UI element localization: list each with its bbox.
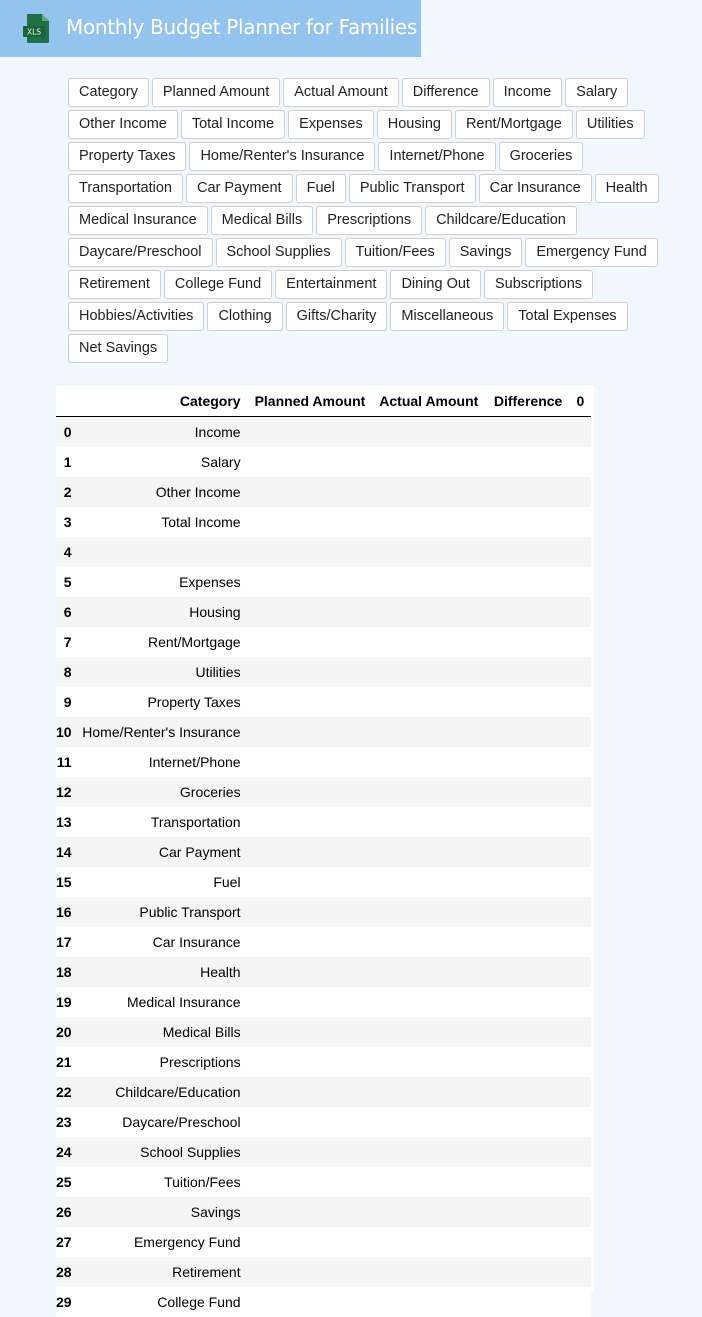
empty-cell [372, 687, 485, 717]
category-cell: Tuition/Fees [74, 1167, 248, 1197]
row-index: 14 [56, 837, 74, 867]
empty-cell [372, 417, 485, 448]
category-cell: Rent/Mortgage [74, 627, 248, 657]
category-cell: Prescriptions [74, 1047, 248, 1077]
empty-cell [485, 687, 569, 717]
empty-cell [485, 717, 569, 747]
category-cell: Internet/Phone [74, 747, 248, 777]
column-chip[interactable]: Housing [377, 110, 452, 139]
column-header: Planned Amount [248, 386, 373, 417]
empty-cell [372, 1257, 485, 1287]
empty-cell [248, 657, 373, 687]
column-chip[interactable]: Car Insurance [479, 174, 592, 203]
empty-cell [569, 477, 591, 507]
empty-cell [569, 687, 591, 717]
table-header-row [56, 386, 591, 417]
column-chip[interactable]: Dining Out [390, 270, 481, 299]
data-table [56, 386, 591, 1317]
column-chip[interactable]: Clothing [207, 302, 282, 331]
row-index: 7 [56, 627, 74, 657]
empty-cell [372, 807, 485, 837]
column-chip[interactable]: Other Income [68, 110, 178, 139]
empty-cell [372, 1287, 485, 1317]
empty-cell [372, 927, 485, 957]
column-chip[interactable]: Utilities [576, 110, 645, 139]
column-chip[interactable]: Expenses [288, 110, 374, 139]
table-row [56, 417, 591, 448]
empty-cell [485, 837, 569, 867]
empty-cell [485, 867, 569, 897]
row-index: 17 [56, 927, 74, 957]
empty-cell [485, 777, 569, 807]
column-chip[interactable]: Rent/Mortgage [455, 110, 573, 139]
empty-cell [248, 807, 373, 837]
category-cell [74, 537, 248, 567]
empty-cell [485, 657, 569, 687]
category-cell: Public Transport [74, 897, 248, 927]
column-chip[interactable]: Emergency Fund [525, 238, 657, 267]
empty-cell [372, 837, 485, 867]
row-index: 16 [56, 897, 74, 927]
empty-cell [485, 927, 569, 957]
empty-cell [569, 1017, 591, 1047]
empty-cell [248, 1197, 373, 1227]
category-cell: School Supplies [74, 1137, 248, 1167]
column-chip[interactable]: Entertainment [275, 270, 387, 299]
empty-cell [372, 1227, 485, 1257]
table-row [56, 1077, 591, 1107]
empty-cell [372, 1077, 485, 1107]
row-index: 6 [56, 597, 74, 627]
column-chip[interactable]: Planned Amount [152, 78, 280, 107]
empty-cell [248, 627, 373, 657]
column-chip[interactable]: Hobbies/Activities [68, 302, 204, 331]
table-row [56, 777, 591, 807]
row-index: 29 [56, 1287, 74, 1317]
empty-cell [569, 837, 591, 867]
empty-cell [569, 747, 591, 777]
table-row [56, 1107, 591, 1137]
empty-cell [372, 627, 485, 657]
category-cell: Transportation [74, 807, 248, 837]
column-chip[interactable]: Fuel [296, 174, 346, 203]
xls-file-icon [22, 13, 50, 44]
category-cell: Total Income [74, 507, 248, 537]
empty-cell [372, 477, 485, 507]
column-chip-list [68, 78, 678, 363]
empty-cell [485, 1047, 569, 1077]
xls-icon-label: XLS [27, 28, 41, 37]
empty-cell [485, 1167, 569, 1197]
empty-cell [569, 657, 591, 687]
empty-cell [248, 1047, 373, 1077]
column-chip[interactable]: Medical Bills [211, 206, 314, 235]
table-row [56, 597, 591, 627]
row-index: 26 [56, 1197, 74, 1227]
column-chip[interactable]: Home/Renter's Insurance [189, 142, 375, 171]
empty-cell [485, 627, 569, 657]
table-row [56, 1257, 591, 1287]
empty-cell [569, 597, 591, 627]
empty-cell [569, 627, 591, 657]
empty-cell [372, 1197, 485, 1227]
empty-cell [248, 567, 373, 597]
row-index: 11 [56, 747, 74, 777]
empty-cell [372, 597, 485, 627]
row-index: 13 [56, 807, 74, 837]
table-row [56, 1017, 591, 1047]
empty-cell [248, 717, 373, 747]
empty-cell [485, 1257, 569, 1287]
table-row [56, 837, 591, 867]
column-header [56, 386, 74, 417]
empty-cell [485, 537, 569, 567]
table-row [56, 747, 591, 777]
empty-cell [485, 1017, 569, 1047]
row-index: 3 [56, 507, 74, 537]
table-row [56, 717, 591, 747]
empty-cell [569, 1197, 591, 1227]
row-index: 15 [56, 867, 74, 897]
column-header: Difference [485, 386, 569, 417]
column-chip[interactable]: Daycare/Preschool [68, 238, 213, 267]
empty-cell [569, 927, 591, 957]
empty-cell [248, 1167, 373, 1197]
category-cell: Other Income [74, 477, 248, 507]
table-body [56, 417, 591, 1317]
empty-cell [248, 867, 373, 897]
table-row [56, 627, 591, 657]
row-index: 5 [56, 567, 74, 597]
empty-cell [248, 417, 373, 448]
empty-cell [485, 477, 569, 507]
table-row [56, 897, 591, 927]
row-index: 27 [56, 1227, 74, 1257]
empty-cell [248, 1017, 373, 1047]
empty-cell [485, 1107, 569, 1137]
empty-cell [372, 447, 485, 477]
column-chip[interactable]: Total Expenses [507, 302, 627, 331]
table-row [56, 447, 591, 477]
table-row [56, 927, 591, 957]
column-chip[interactable]: Gifts/Charity [286, 302, 388, 331]
empty-cell [569, 987, 591, 1017]
category-cell: Fuel [74, 867, 248, 897]
empty-cell [248, 1077, 373, 1107]
row-index: 19 [56, 987, 74, 1017]
empty-cell [485, 1137, 569, 1167]
row-index: 0 [56, 417, 74, 448]
app-header [0, 0, 421, 57]
table-row [56, 957, 591, 987]
empty-cell [372, 957, 485, 987]
empty-cell [248, 1227, 373, 1257]
row-index: 1 [56, 447, 74, 477]
category-cell: Car Payment [74, 837, 248, 867]
table-row [56, 867, 591, 897]
empty-cell [569, 1257, 591, 1287]
row-index: 10 [56, 717, 74, 747]
category-cell: Housing [74, 597, 248, 627]
table-row [56, 1137, 591, 1167]
empty-cell [372, 1107, 485, 1137]
empty-cell [248, 507, 373, 537]
empty-cell [569, 537, 591, 567]
empty-cell [485, 567, 569, 597]
category-cell: Savings [74, 1197, 248, 1227]
empty-cell [485, 447, 569, 477]
category-cell: Health [74, 957, 248, 987]
category-cell: College Fund [74, 1287, 248, 1317]
category-cell: Expenses [74, 567, 248, 597]
empty-cell [569, 897, 591, 927]
column-chip[interactable]: Salary [565, 78, 628, 107]
category-cell: Daycare/Preschool [74, 1107, 248, 1137]
column-chip[interactable]: Car Payment [186, 174, 293, 203]
table-row [56, 1047, 591, 1077]
empty-cell [485, 987, 569, 1017]
table-row [56, 537, 591, 567]
table-row [56, 1167, 591, 1197]
table-row [56, 507, 591, 537]
empty-cell [569, 1077, 591, 1107]
empty-cell [569, 417, 591, 448]
empty-cell [485, 1077, 569, 1107]
row-index: 20 [56, 1017, 74, 1047]
empty-cell [248, 957, 373, 987]
empty-cell [372, 1167, 485, 1197]
category-cell: Emergency Fund [74, 1227, 248, 1257]
column-chip[interactable]: Total Income [181, 110, 285, 139]
empty-cell [569, 507, 591, 537]
column-chip[interactable]: Miscellaneous [390, 302, 504, 331]
empty-cell [485, 1287, 569, 1317]
empty-cell [372, 867, 485, 897]
empty-cell [248, 777, 373, 807]
row-index: 25 [56, 1167, 74, 1197]
table-row [56, 807, 591, 837]
column-chip[interactable]: Property Taxes [68, 142, 186, 171]
empty-cell [372, 747, 485, 777]
category-cell: Utilities [74, 657, 248, 687]
column-header: Actual Amount [372, 386, 485, 417]
empty-cell [248, 597, 373, 627]
empty-cell [248, 687, 373, 717]
column-chip[interactable]: Public Transport [349, 174, 476, 203]
empty-cell [569, 567, 591, 597]
category-cell: Property Taxes [74, 687, 248, 717]
empty-cell [248, 1137, 373, 1167]
column-chip[interactable]: Actual Amount [283, 78, 399, 107]
table-row [56, 477, 591, 507]
table-row [56, 1227, 591, 1257]
empty-cell [569, 957, 591, 987]
column-chip[interactable]: Category [68, 78, 149, 107]
row-index: 9 [56, 687, 74, 717]
empty-cell [569, 1287, 591, 1317]
empty-cell [248, 987, 373, 1017]
empty-cell [372, 1047, 485, 1077]
column-chip[interactable]: Internet/Phone [378, 142, 495, 171]
category-cell: Car Insurance [74, 927, 248, 957]
table-row [56, 1197, 591, 1227]
empty-cell [372, 1017, 485, 1047]
empty-cell [569, 1137, 591, 1167]
empty-cell [569, 867, 591, 897]
empty-cell [569, 447, 591, 477]
empty-cell [248, 477, 373, 507]
column-header: Category [74, 386, 248, 417]
empty-cell [485, 957, 569, 987]
column-chip[interactable]: College Fund [164, 270, 272, 299]
empty-cell [372, 987, 485, 1017]
column-chip[interactable]: Medical Insurance [68, 206, 208, 235]
table-row [56, 1287, 591, 1317]
empty-cell [372, 507, 485, 537]
column-chip[interactable]: Health [595, 174, 659, 203]
table-row [56, 687, 591, 717]
empty-cell [485, 417, 569, 448]
empty-cell [569, 717, 591, 747]
column-chip[interactable]: Net Savings [68, 334, 168, 363]
table-row [56, 567, 591, 597]
table-row [56, 987, 591, 1017]
row-index: 28 [56, 1257, 74, 1287]
empty-cell [569, 807, 591, 837]
column-chip[interactable]: Groceries [499, 142, 584, 171]
column-header: 0 [569, 386, 591, 417]
column-chip[interactable]: Difference [402, 78, 490, 107]
empty-cell [569, 1107, 591, 1137]
empty-cell [248, 537, 373, 567]
empty-cell [372, 537, 485, 567]
category-cell: Groceries [74, 777, 248, 807]
empty-cell [485, 1197, 569, 1227]
column-chip[interactable]: Income [493, 78, 563, 107]
row-index: 21 [56, 1047, 74, 1077]
empty-cell [248, 897, 373, 927]
empty-cell [248, 1287, 373, 1317]
empty-cell [248, 1107, 373, 1137]
empty-cell [248, 447, 373, 477]
category-cell: Home/Renter's Insurance [74, 717, 248, 747]
empty-cell [372, 567, 485, 597]
column-chip[interactable]: Savings [449, 238, 523, 267]
empty-cell [485, 897, 569, 927]
data-table-container[interactable] [68, 386, 594, 1292]
empty-cell [569, 1047, 591, 1077]
category-cell: Medical Insurance [74, 987, 248, 1017]
column-chip[interactable]: School Supplies [216, 238, 342, 267]
category-cell: Medical Bills [74, 1017, 248, 1047]
category-cell: Retirement [74, 1257, 248, 1287]
column-chip[interactable]: Subscriptions [484, 270, 593, 299]
empty-cell [372, 1137, 485, 1167]
empty-cell [372, 897, 485, 927]
row-index: 24 [56, 1137, 74, 1167]
row-index: 12 [56, 777, 74, 807]
empty-cell [485, 807, 569, 837]
empty-cell [485, 747, 569, 777]
empty-cell [248, 747, 373, 777]
empty-cell [372, 717, 485, 747]
empty-cell [569, 1227, 591, 1257]
row-index: 18 [56, 957, 74, 987]
empty-cell [248, 837, 373, 867]
empty-cell [485, 1227, 569, 1257]
column-chip[interactable]: Tuition/Fees [345, 238, 446, 267]
column-chip[interactable]: Transportation [68, 174, 183, 203]
category-cell: Childcare/Education [74, 1077, 248, 1107]
empty-cell [569, 777, 591, 807]
empty-cell [485, 597, 569, 627]
row-index: 4 [56, 537, 74, 567]
table-row [56, 657, 591, 687]
empty-cell [248, 1257, 373, 1287]
empty-cell [569, 1167, 591, 1197]
row-index: 2 [56, 477, 74, 507]
empty-cell [485, 507, 569, 537]
empty-cell [372, 657, 485, 687]
empty-cell [372, 777, 485, 807]
column-chip[interactable]: Retirement [68, 270, 161, 299]
row-index: 22 [56, 1077, 74, 1107]
empty-cell [248, 927, 373, 957]
column-chip[interactable]: Prescriptions [316, 206, 422, 235]
row-index: 8 [56, 657, 74, 687]
column-chip[interactable]: Childcare/Education [425, 206, 577, 235]
category-cell: Income [74, 417, 248, 448]
row-index: 23 [56, 1107, 74, 1137]
page-title: Monthly Budget Planner for Families [66, 15, 417, 39]
category-cell: Salary [74, 447, 248, 477]
